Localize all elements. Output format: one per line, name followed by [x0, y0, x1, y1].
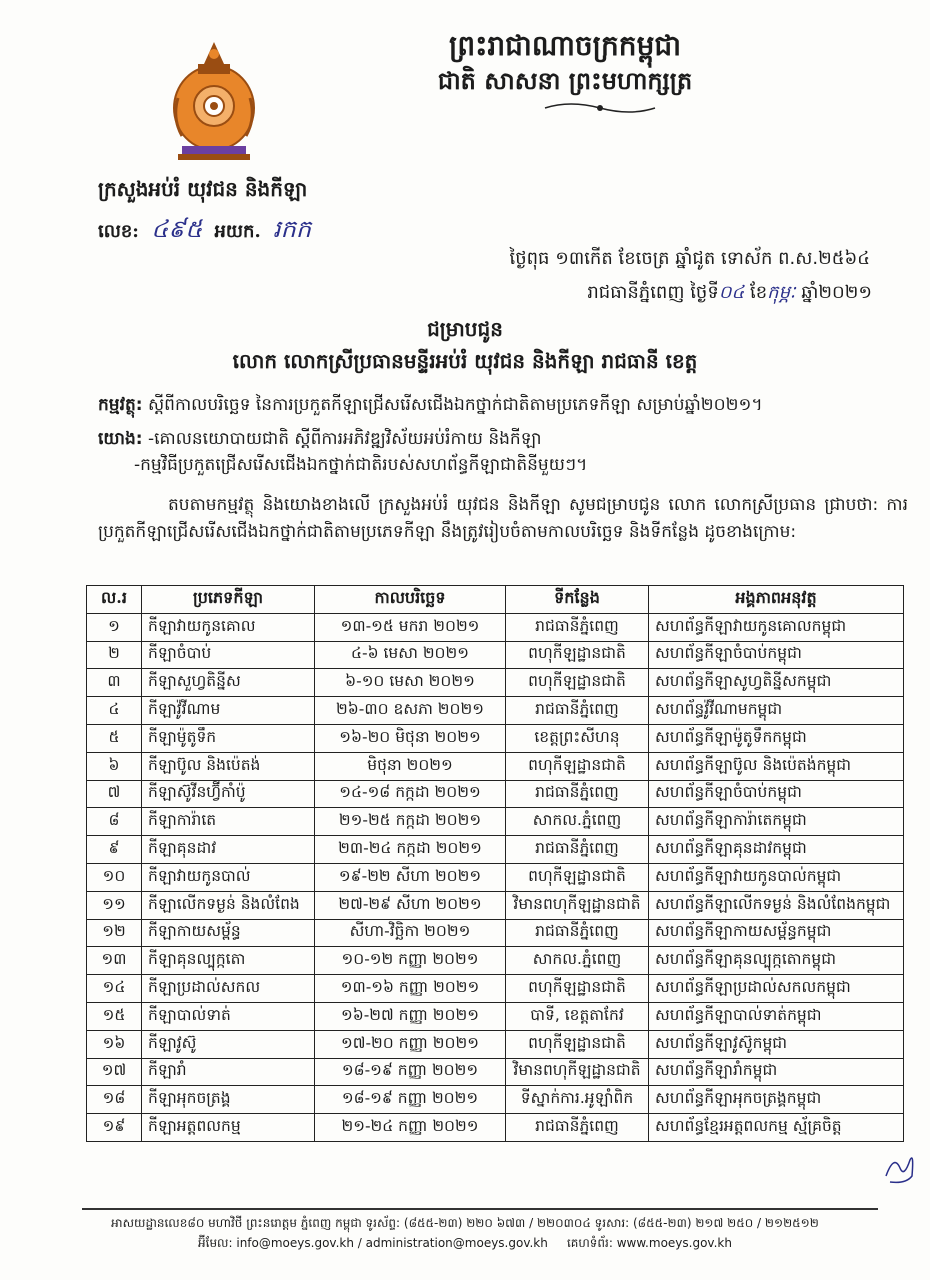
table-row — [87, 669, 904, 697]
cell-period: ២១-២៤ កញ្ញា ២០២១ — [315, 1114, 506, 1142]
cell-sport: កីឡាបាល់ទាត់ — [142, 1002, 315, 1030]
footer-address: អាសយដ្ឋានលេខ៨០ មហាវិថី ព្រះនរោត្តម ភ្នំពេញ កម្ពុជា ទូរស័ព្ទ: (៨៥៥-២៣) ២២០ ៦៧៣ / ២២០៣០៤ ទូរសារ: (៨៥៥-២៣) ២១៧ ២៥០ / ២១២៥១២ — [111, 1216, 819, 1230]
cell-no: ១៩ — [87, 1114, 142, 1142]
date-solar-day: ០៤ — [718, 282, 745, 303]
cell-venue: ពហុកីឡដ្ឋានជាតិ — [506, 863, 649, 891]
date-solar-month-label: ខែ — [750, 282, 768, 303]
cell-venue: ពហុកីឡដ្ឋានជាតិ — [506, 975, 649, 1003]
cell-organizer: សហព័ន្ធកីឡាចំបាប់កម្ពុជា — [649, 641, 904, 669]
title-ornament-icon — [540, 98, 660, 118]
cell-period: ១៣-១៦ កញ្ញា ២០២១ — [315, 975, 506, 1003]
kingdom-line1: ព្រះរាជាណាចក្រកម្ពុជា — [448, 29, 681, 62]
cell-organizer: សហព័ន្ធកីឡាប្រដាល់សកលកម្ពុជា — [649, 975, 904, 1003]
table-row — [87, 947, 904, 975]
table-row — [87, 1086, 904, 1114]
cell-no: ៥ — [87, 724, 142, 752]
cell-sport: កីឡាការ៉ាតេ — [142, 808, 315, 836]
cell-sport: កីឡាវូស៊ូ — [142, 1030, 315, 1058]
subject-label: កម្មវត្ថុ: — [98, 395, 143, 415]
cell-sport: កីឡាគុនដាវ — [142, 836, 315, 864]
header-organizer: អង្គភាពអនុវត្ត — [649, 586, 904, 614]
cell-no: ១០ — [87, 863, 142, 891]
cell-period: ២៦-៣០ ឧសភា ២០២១ — [315, 697, 506, 725]
cell-organizer: សហព័ន្ធខ្មែរអត្តពលកម្ម ស្ម័គ្រចិត្ត — [649, 1114, 904, 1142]
cell-sport: កីឡាចំបាប់ — [142, 641, 315, 669]
cell-period: ២៧-២៩ សីហា ២០២១ — [315, 891, 506, 919]
date-solar-prefix: រាជធានីភ្នំពេញ ថ្ងៃទី — [587, 282, 719, 303]
cell-sport: កីឡាលើកទម្ងន់ និងលំពែង — [142, 891, 315, 919]
cell-organizer: សហព័ន្ធកីឡារាំកម្ពុជា — [649, 1058, 904, 1086]
body-text: តបតាមកម្មវត្ថុ និងយោងខាងលើ ក្រសួងអប់រំ យុវជន និងកីឡា សូមជម្រាបជូន លោក លោកស្រីប្រធាន ជ្រាបថា: ការប្រកួតកីឡាជ្រើសរើសជើងឯកថ្នាក់ជាតិតាមប្រភេទកីឡា នឹងត្រូវរៀបចំតាមកាលបរិច្ឆេទ និងទីកន្លែង ដូចខាងក្រោម: — [98, 495, 908, 542]
header-venue: ទីកន្លែង — [506, 586, 649, 614]
cell-organizer: សហព័ន្ធកីឡាម៉ូតូទឹកកម្ពុជា — [649, 724, 904, 752]
header-period: កាលបរិច្ឆេទ — [315, 586, 506, 614]
cell-period: ១៩-២២ សីហា ២០២១ — [315, 863, 506, 891]
table-row — [87, 641, 904, 669]
table-header-row — [87, 586, 904, 614]
cell-sport: កីឡាអុកចត្រង្គ — [142, 1086, 315, 1114]
cell-venue: ខេត្តព្រះសីហនុ — [506, 724, 649, 752]
ref-suffix: អយក. — [214, 221, 261, 242]
recipient-title: ជម្រាបជូន — [427, 317, 503, 341]
ref-number: ៤៩៥ — [151, 215, 203, 243]
cell-period: ១០-១២ កញ្ញា ២០២១ — [315, 947, 506, 975]
ref-handwritten: រកក — [273, 215, 312, 243]
table-row — [87, 752, 904, 780]
ref-label: លេខ: — [98, 221, 139, 242]
events-table — [86, 585, 904, 1142]
cell-period: ៤-៦ មេសា ២០២១ — [315, 641, 506, 669]
cell-sport: កីឡាម៉ូតូទឹក — [142, 724, 315, 752]
table-row — [87, 863, 904, 891]
cell-venue: រាជធានីភ្នំពេញ — [506, 1114, 649, 1142]
cell-venue: ពហុកីឡដ្ឋានជាតិ — [506, 669, 649, 697]
cell-sport: កីឡាសួហ្វតិន្នីស — [142, 669, 315, 697]
cell-sport: កីឡាប៊ូល និងប៉េតង់ — [142, 752, 315, 780]
cell-period: ១៣-១៥ មករា ២០២១ — [315, 613, 506, 641]
cell-sport: កីឡាស៊ូវីនហ្វ៊ីកាំប៉ូ — [142, 780, 315, 808]
table-row — [87, 836, 904, 864]
header-sport: ប្រភេទកីឡា — [142, 586, 315, 614]
footer-divider — [82, 1208, 878, 1210]
table-row — [87, 697, 904, 725]
cell-no: ១៦ — [87, 1030, 142, 1058]
initial-signature-icon — [880, 1146, 918, 1190]
table-row — [87, 1002, 904, 1030]
reference — [98, 426, 888, 478]
table-row — [87, 808, 904, 836]
cell-period: ១៤-១៨ កក្កដា ២០២១ — [315, 780, 506, 808]
cell-period: ៦-១០ មេសា ២០២១ — [315, 669, 506, 697]
recipient-name: លោក លោកស្រីប្រធានមន្ទីរអប់រំ យុវជន និងកីឡា រាជធានី ខេត្ត — [232, 349, 698, 373]
cell-sport: កីឡាវាយកូនគោល — [142, 613, 315, 641]
cell-no: ៦ — [87, 752, 142, 780]
cell-organizer: សហព័ន្ធកីឡាចំបាប់កម្ពុជា — [649, 780, 904, 808]
cell-period: ១៧-២០ កញ្ញា ២០២១ — [315, 1030, 506, 1058]
date-solar — [587, 280, 872, 307]
cell-organizer: សហព័ន្ធកីឡាលើកទម្ងន់ និងលំពែងកម្ពុជា — [649, 891, 904, 919]
table-row — [87, 1114, 904, 1142]
cell-organizer: សហព័ន្ធកីឡាកាយសម្ព័ន្ធកម្ពុជា — [649, 919, 904, 947]
cell-no: ១១ — [87, 891, 142, 919]
cell-sport: កីឡាវ៉ូវីណាម — [142, 697, 315, 725]
reference-number-line — [98, 214, 317, 249]
cell-no: ៣ — [87, 669, 142, 697]
cell-venue: រាជធានីភ្នំពេញ — [506, 919, 649, 947]
cell-sport: កីឡាអត្តពលកម្ម — [142, 1114, 315, 1142]
cell-no: ១ — [87, 613, 142, 641]
table-row — [87, 1030, 904, 1058]
cell-period: មិថុនា ២០២១ — [315, 752, 506, 780]
cell-period: ១៦-២០ មិថុនា ២០២១ — [315, 724, 506, 752]
cell-venue: រាជធានីភ្នំពេញ — [506, 780, 649, 808]
cell-organizer: សហព័ន្ធកីឡាវាយកូនបាល់កម្ពុជា — [649, 863, 904, 891]
reference-label: យោង: — [98, 429, 143, 449]
table-row — [87, 780, 904, 808]
cell-no: ១២ — [87, 919, 142, 947]
cell-no: ១៨ — [87, 1086, 142, 1114]
cell-venue: សាកល.ភ្នំពេញ — [506, 808, 649, 836]
cell-venue: រាជធានីភ្នំពេញ — [506, 697, 649, 725]
cell-organizer: សហព័ន្ធកីឡាគុនល្បុក្កតោកម្ពុជា — [649, 947, 904, 975]
table-row — [87, 891, 904, 919]
cell-no: ១៧ — [87, 1058, 142, 1086]
cell-sport: កីឡាកាយសម្ព័ន្ធ — [142, 919, 315, 947]
cell-venue: រាជធានីភ្នំពេញ — [506, 836, 649, 864]
footer-website-label: គេហទំព័រ: — [566, 1236, 613, 1250]
subject — [98, 392, 888, 418]
cell-period: ២១-២៥ កក្កដា ២០២១ — [315, 808, 506, 836]
cell-organizer: សហព័ន្ធវ៉ូវីណាមកម្ពុជា — [649, 697, 904, 725]
table-row — [87, 724, 904, 752]
cell-venue: បាទី, ខេត្តតាកែវ — [506, 1002, 649, 1030]
cell-venue: វិមានពហុកីឡដ្ឋានជាតិ — [506, 891, 649, 919]
cell-venue: ពហុកីឡដ្ឋានជាតិ — [506, 641, 649, 669]
cell-period: ១៨-១៩ កញ្ញា ២០២១ — [315, 1058, 506, 1086]
footer-contact — [0, 1235, 930, 1253]
cell-no: ១៤ — [87, 975, 142, 1003]
cell-organizer: សហព័ន្ធកីឡាសូហ្វតិន្នីសកម្ពុជា — [649, 669, 904, 697]
kingdom-line2: ជាតិ សាសនា ព្រះមហាក្សត្រ — [437, 66, 693, 95]
cell-no: ៩ — [87, 836, 142, 864]
cell-no: ៧ — [87, 780, 142, 808]
cell-organizer: សហព័ន្ធកីឡាគុនដាវកម្ពុជា — [649, 836, 904, 864]
date-solar-year: ឆ្នាំ២០២១ — [801, 282, 872, 303]
cell-period: ១៦-២៧ កញ្ញា ២០២១ — [315, 1002, 506, 1030]
cell-no: ១៣ — [87, 947, 142, 975]
cell-venue: វិមានពហុកីឡដ្ឋានជាតិ — [506, 1058, 649, 1086]
date-lunar: ថ្ងៃពុធ ១៣កើត ខែចេត្រ ឆ្នាំជូត ទោស័ក ព.ស.២៥៦៤ — [509, 248, 870, 269]
header-no: ល.រ — [87, 586, 142, 614]
table-row — [87, 1058, 904, 1086]
cell-period: ១៨-១៩ កញ្ញា ២០២១ — [315, 1086, 506, 1114]
ministry-emblem-icon — [168, 38, 260, 166]
cell-organizer: សហព័ន្ធកីឡាអុកចត្រង្គកម្ពុជា — [649, 1086, 904, 1114]
cell-no: ៤ — [87, 697, 142, 725]
table-row — [87, 975, 904, 1003]
cell-no: ៨ — [87, 808, 142, 836]
cell-period: ២៣-២៤ កក្កដា ២០២១ — [315, 836, 506, 864]
date-solar-month: កុម្ភៈ — [767, 282, 796, 303]
cell-sport: កីឡារាំ — [142, 1058, 315, 1086]
reference-item-2: -កម្មវិធីប្រកួតជ្រើសរើសជើងឯកថ្នាក់ជាតិរបស់សហព័ន្ធកីឡាជាតិនីមួយៗ។ — [134, 455, 588, 475]
cell-period: សីហា-វិច្ឆិកា ២០២១ — [315, 919, 506, 947]
footer-website: www.moeys.gov.kh — [616, 1236, 732, 1250]
cell-venue: ពហុកីឡដ្ឋានជាតិ — [506, 1030, 649, 1058]
cell-venue: សាកល.ភ្នំពេញ — [506, 947, 649, 975]
cell-no: ១៥ — [87, 1002, 142, 1030]
cell-organizer: សហព័ន្ធកីឡាវាយកូនគោលកម្ពុជា — [649, 613, 904, 641]
subject-text: ស្តីពីកាលបរិច្ឆេទ នៃការប្រកួតកីឡាជ្រើសរើសជើងឯកថ្នាក់ជាតិតាមប្រភេទកីឡា សម្រាប់ឆ្នាំ២០២១។ — [147, 395, 763, 415]
cell-sport: កីឡាវាយកូនបាល់ — [142, 863, 315, 891]
cell-venue: ពហុកីឡដ្ឋានជាតិ — [506, 752, 649, 780]
cell-venue: ទីស្នាក់ការ.អូឡាំពិក — [506, 1086, 649, 1114]
footer-email: info@moeys.gov.kh / administration@moeys.gov.kh — [236, 1236, 548, 1250]
table-row — [87, 613, 904, 641]
cell-sport: កីឡាគុនល្បុក្កតោ — [142, 947, 315, 975]
cell-organizer: សហព័ន្ធកីឡាការ៉ាតេកម្ពុជា — [649, 808, 904, 836]
cell-no: ២ — [87, 641, 142, 669]
ministry-name: ក្រសួងអប់រំ យុវជន និងកីឡា — [98, 177, 308, 201]
cell-organizer: សហព័ន្ធកីឡាប៊ូល និងប៉េតង់កម្ពុជា — [649, 752, 904, 780]
cell-organizer: សហព័ន្ធកីឡាបាល់ទាត់កម្ពុជា — [649, 1002, 904, 1030]
table-row — [87, 919, 904, 947]
footer-email-label: អ៊ីមែល: — [198, 1236, 233, 1250]
reference-item-1: -គោលនយោបាយជាតិ ស្តីពីការអភិវឌ្ឍវិស័យអប់រំកាយ និងកីឡា — [147, 429, 542, 449]
cell-organizer: សហព័ន្ធកីឡាវូស៊ូកម្ពុជា — [649, 1030, 904, 1058]
cell-sport: កីឡាប្រដាល់សកល — [142, 975, 315, 1003]
cell-venue: រាជធានីភ្នំពេញ — [506, 613, 649, 641]
